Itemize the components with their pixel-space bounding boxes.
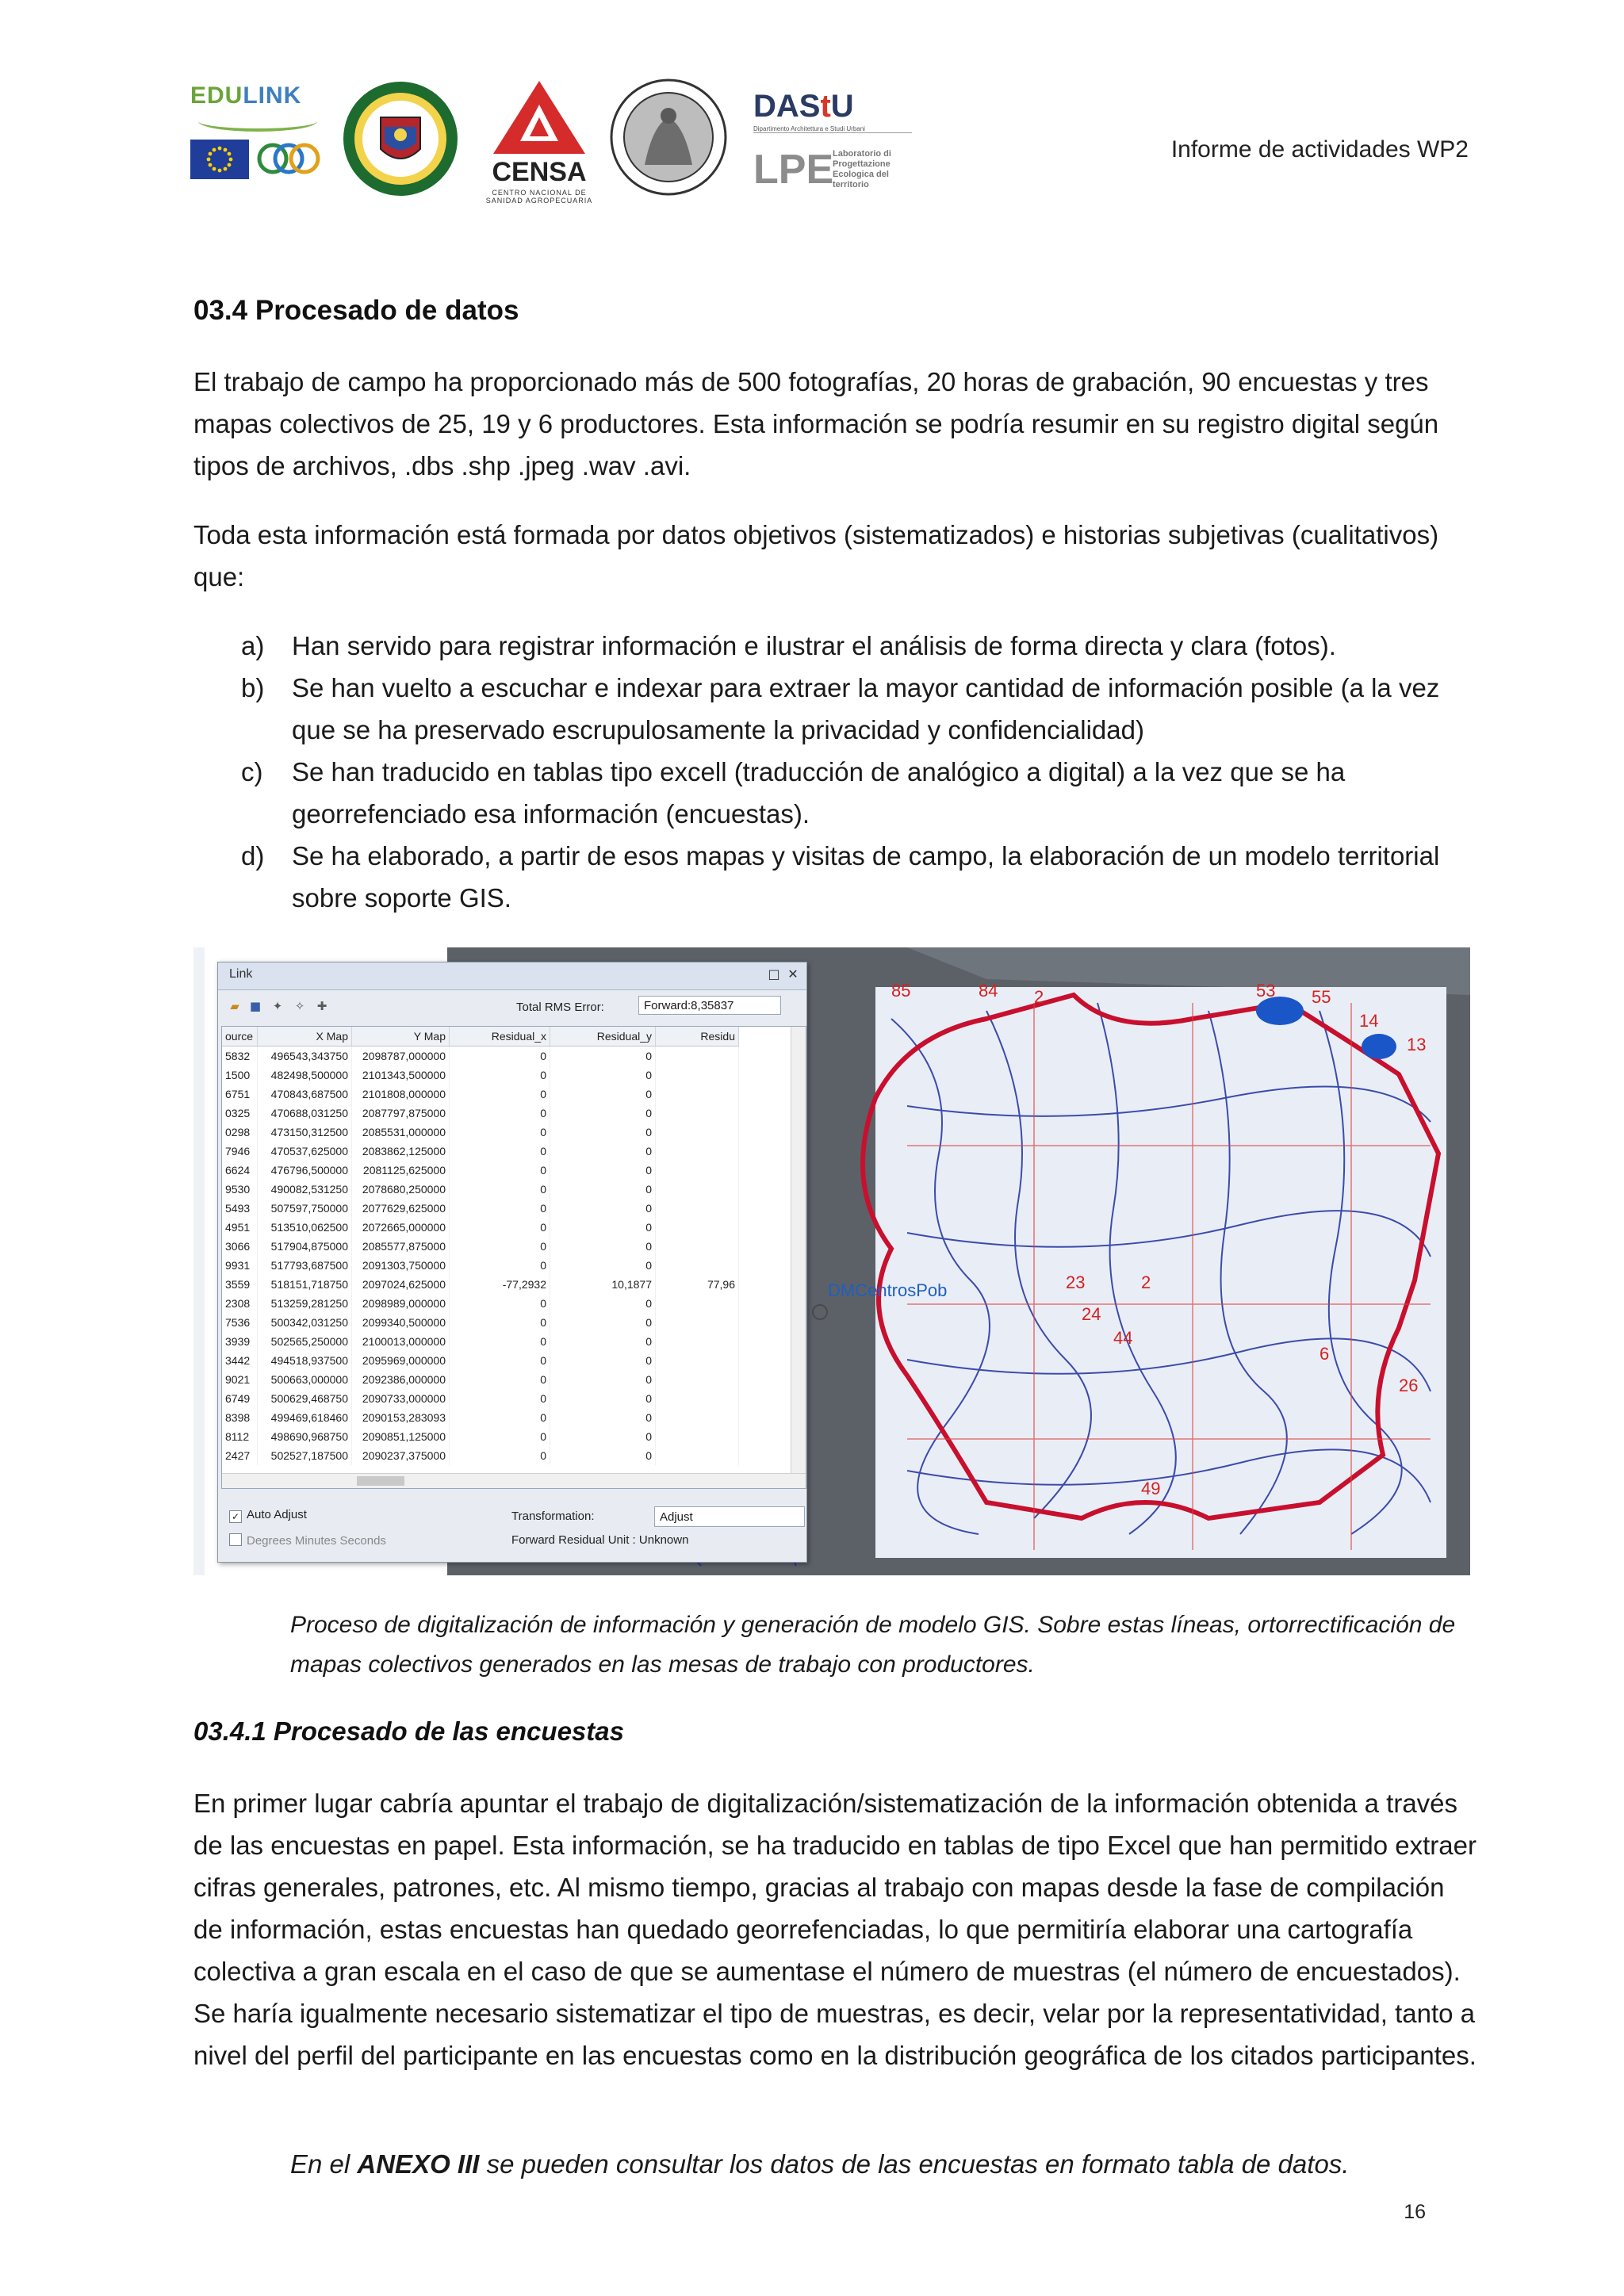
link-table bbox=[221, 1026, 806, 1489]
table-cell: 513259,281250 bbox=[258, 1294, 352, 1313]
table-cell: 2427 bbox=[222, 1446, 258, 1465]
edulink-swoosh bbox=[198, 111, 317, 132]
table-cell: 0 bbox=[450, 1066, 550, 1085]
table-cell: 0 bbox=[550, 1047, 656, 1066]
table-cell: 0 bbox=[450, 1142, 550, 1161]
map-layer-label: DMCentrosPob bbox=[828, 1280, 948, 1300]
table-cell: 3559 bbox=[222, 1275, 258, 1294]
table-cell: 0 bbox=[450, 1047, 550, 1066]
list-item bbox=[241, 835, 1478, 919]
paragraph-fieldwork: El trabajo de campo ha proporcionado más de 500 fotografías, 20 horas de grabación, 90 encuestas y tres mapas colectivos de 25, 19 y 6 productores. Esta información se podría resumir en su registro digital según tipos de archivos, .dbs .shp .jpeg .wav .avi. bbox=[193, 367, 1439, 480]
table-cell: 496543,343750 bbox=[258, 1047, 352, 1066]
table-cell: 2085577,875000 bbox=[352, 1237, 450, 1256]
auto-adjust-checkbox[interactable] bbox=[229, 1508, 307, 1523]
table-cell: 2077629,625000 bbox=[352, 1199, 450, 1218]
table-cell: 473150,312500 bbox=[258, 1123, 352, 1142]
dastu-wordmark: DAStU bbox=[753, 89, 854, 124]
politecnico-milano-logo bbox=[609, 78, 728, 197]
auto-adjust-label: Auto Adjust bbox=[247, 1508, 307, 1521]
table-cell: 0 bbox=[450, 1123, 550, 1142]
table-cell: 0 bbox=[550, 1161, 656, 1180]
table-row[interactable] bbox=[222, 1370, 739, 1389]
table-cell: 2101343,500000 bbox=[352, 1066, 450, 1085]
table-row[interactable] bbox=[222, 1389, 739, 1408]
table-cell: 0 bbox=[450, 1218, 550, 1237]
table-cell: 482498,500000 bbox=[258, 1066, 352, 1085]
table-cell: 0 bbox=[450, 1199, 550, 1218]
table-row[interactable] bbox=[222, 1047, 739, 1066]
edulink-wordmark: EDULINK bbox=[190, 82, 302, 109]
list-item bbox=[241, 625, 1478, 667]
annex-note bbox=[290, 2149, 1349, 2179]
eu-flag-icon bbox=[190, 140, 249, 179]
table-cell: 498690,968750 bbox=[258, 1427, 352, 1446]
table-row[interactable] bbox=[222, 1085, 739, 1104]
table-cell: 507597,750000 bbox=[258, 1199, 352, 1218]
map-number-label: 13 bbox=[1407, 1035, 1427, 1054]
table-cell: 494518,937500 bbox=[258, 1351, 352, 1370]
table-cell: 500629,468750 bbox=[258, 1389, 352, 1408]
table-cell bbox=[656, 1066, 739, 1085]
figure-caption: Proceso de digitalización de información y generación de modelo GIS. Sobre estas líneas, ortorrectificación de mapas colectivos generados en las mesas de trabajo con productores. bbox=[290, 1612, 1456, 1678]
table-cell: 518151,718750 bbox=[258, 1275, 352, 1294]
partner-logos bbox=[190, 73, 920, 208]
table-header-row bbox=[222, 1027, 739, 1047]
map-number-label: 14 bbox=[1359, 1011, 1379, 1031]
page-number: 16 bbox=[1404, 2201, 1426, 2223]
table-cell: 0 bbox=[550, 1123, 656, 1142]
list-marker: a) bbox=[241, 631, 265, 660]
censa-wordmark: CENSA bbox=[492, 157, 587, 187]
open-folder-icon[interactable]: ▰ bbox=[230, 999, 239, 1013]
add-link-icon[interactable]: ✦ bbox=[272, 999, 283, 1013]
table-cell: 0 bbox=[450, 1237, 550, 1256]
horizontal-scrollbar[interactable] bbox=[222, 1473, 806, 1488]
table-cell: 0 bbox=[550, 1370, 656, 1389]
table-cell: 0 bbox=[550, 1199, 656, 1218]
table-row[interactable] bbox=[222, 1142, 739, 1161]
table-row[interactable] bbox=[222, 1294, 739, 1313]
table-cell: 0 bbox=[550, 1218, 656, 1237]
table-cell: 2095969,000000 bbox=[352, 1351, 450, 1370]
map-number-label: 84 bbox=[979, 981, 998, 1001]
table-cell: 2098989,000000 bbox=[352, 1294, 450, 1313]
list-item bbox=[241, 667, 1478, 751]
table-cell: 9931 bbox=[222, 1256, 258, 1275]
dastu-lpe-logo bbox=[753, 89, 920, 208]
table-cell bbox=[656, 1142, 739, 1161]
dms-label: Degrees Minutes Seconds bbox=[247, 1534, 386, 1548]
table-cell: 0298 bbox=[222, 1123, 258, 1142]
list-item-text: Se ha elaborado, a partir de esos mapas y visitas de campo, la elaboración de un modelo territorial sobre soporte GIS. bbox=[292, 841, 1440, 913]
table-cell: 2099340,500000 bbox=[352, 1313, 450, 1332]
checkbox-icon[interactable] bbox=[229, 1533, 242, 1546]
table-cell: 0 bbox=[550, 1408, 656, 1427]
list-marker: c) bbox=[241, 757, 263, 786]
table-cell: 0 bbox=[550, 1085, 656, 1104]
table-cell: 0 bbox=[550, 1313, 656, 1332]
uses-list bbox=[241, 625, 1478, 919]
list-marker: d) bbox=[241, 841, 265, 871]
table-cell: 2101808,000000 bbox=[352, 1085, 450, 1104]
table-cell: 502527,187500 bbox=[258, 1446, 352, 1465]
residual-unit-label: Forward Residual Unit : Unknown bbox=[511, 1533, 689, 1547]
universidad-seal-logo bbox=[341, 79, 460, 198]
table-cell: 0 bbox=[550, 1351, 656, 1370]
table-cell: 0 bbox=[550, 1180, 656, 1199]
table-cell: 0 bbox=[450, 1256, 550, 1275]
table-row[interactable] bbox=[222, 1218, 739, 1237]
table-cell: 9021 bbox=[222, 1370, 258, 1389]
table-cell: 7536 bbox=[222, 1313, 258, 1332]
maximize-icon[interactable]: □ bbox=[768, 966, 780, 982]
paragraph-surveys: En primer lugar cabría apuntar el trabajo de digitalización/sistematización de la información obtenida a través de las encuestas en papel. Esta información, se ha traducido en tablas de tipo Excel que han permitido extraer cifras generales, patrones, etc. Al mismo tiempo, gracias al trabajo con mapas desde la fase de compilación de información, estas encuestas han quedado georrefenciadas, lo que permitiría elaborar una cartografía colectiva a gran escala en el caso de que se aumentase el número de muestras (el número de encuestados). Se haría igualmente necesario sistematizar el tipo de muestras, es decir, velar por la representatividad, tanto a nivel del perfil del participante en las encuestas como en la distribución geográfica de los citados participantes. bbox=[193, 1789, 1477, 2070]
table-cell: 2090237,375000 bbox=[352, 1446, 450, 1465]
table-cell: 0 bbox=[450, 1370, 550, 1389]
table-cell: 517904,875000 bbox=[258, 1237, 352, 1256]
table-cell: 77,96 bbox=[656, 1275, 739, 1294]
table-cell: 2083862,125000 bbox=[352, 1142, 450, 1161]
table-cell: 0 bbox=[450, 1389, 550, 1408]
table-cell: -77,2932 bbox=[450, 1275, 550, 1294]
rms-error-value: Forward:8,35837 bbox=[638, 996, 781, 1015]
table-cell bbox=[656, 1313, 739, 1332]
scrollbar-thumb[interactable] bbox=[357, 1476, 404, 1486]
table-cell: 0325 bbox=[222, 1104, 258, 1123]
table-cell: 490082,531250 bbox=[258, 1180, 352, 1199]
table-cell: 2090851,125000 bbox=[352, 1427, 450, 1446]
table-cell: 3939 bbox=[222, 1332, 258, 1351]
table-cell: 2100013,000000 bbox=[352, 1332, 450, 1351]
map-number-label: 55 bbox=[1312, 987, 1331, 1007]
table-cell: 2092386,000000 bbox=[352, 1370, 450, 1389]
table-row[interactable] bbox=[222, 1427, 739, 1446]
table-cell: 470537,625000 bbox=[258, 1142, 352, 1161]
transformation-label: Transformation: bbox=[511, 1510, 595, 1523]
map-number-label: 2 bbox=[1141, 1272, 1151, 1292]
table-cell: 0 bbox=[550, 1237, 656, 1256]
column-header[interactable]: Residual_y bbox=[550, 1027, 656, 1047]
report-title: Informe de actividades WP2 bbox=[1170, 136, 1469, 163]
table-cell: 502565,250000 bbox=[258, 1332, 352, 1351]
table-cell bbox=[656, 1446, 739, 1465]
table-cell: 2081125,625000 bbox=[352, 1161, 450, 1180]
table-cell bbox=[656, 1256, 739, 1275]
table-cell: 0 bbox=[450, 1104, 550, 1123]
paragraph-information: Toda esta información está formada por datos objetivos (sistematizados) e historias subjetivas (cualitativos) que: bbox=[193, 520, 1439, 591]
table-cell: 4951 bbox=[222, 1218, 258, 1237]
table-cell: 2078680,250000 bbox=[352, 1180, 450, 1199]
map-number-label: 44 bbox=[1113, 1328, 1133, 1348]
table-cell: 0 bbox=[550, 1427, 656, 1446]
table-cell: 499469,618460 bbox=[258, 1408, 352, 1427]
edulink-logo bbox=[190, 82, 325, 201]
list-marker: b) bbox=[241, 673, 265, 702]
table-cell bbox=[656, 1218, 739, 1237]
table-cell: 9530 bbox=[222, 1180, 258, 1199]
table-cell: 0 bbox=[550, 1066, 656, 1085]
table-cell: 0 bbox=[550, 1104, 656, 1123]
table-row[interactable] bbox=[222, 1161, 739, 1180]
table-cell: 8398 bbox=[222, 1408, 258, 1427]
table-cell: 2098787,000000 bbox=[352, 1047, 450, 1066]
table-row[interactable] bbox=[222, 1275, 739, 1294]
gis-figure bbox=[193, 947, 1470, 1575]
table-cell: 0 bbox=[550, 1294, 656, 1313]
table-row[interactable] bbox=[222, 1199, 739, 1218]
close-icon[interactable]: ✕ bbox=[787, 966, 799, 982]
table-cell: 3442 bbox=[222, 1351, 258, 1370]
annex-reference: ANEXO III bbox=[357, 2149, 480, 2179]
transformation-select[interactable]: Adjust bbox=[654, 1506, 805, 1527]
dialog-toolbar bbox=[223, 994, 802, 1018]
list-item bbox=[241, 751, 1478, 835]
table-cell: 0 bbox=[550, 1256, 656, 1275]
map-number-label: 53 bbox=[1256, 981, 1276, 1001]
table-cell: 0 bbox=[450, 1180, 550, 1199]
dialog-titlebar[interactable] bbox=[218, 962, 806, 990]
dms-checkbox[interactable] bbox=[229, 1533, 386, 1548]
table-row[interactable] bbox=[222, 1123, 739, 1142]
table-row[interactable] bbox=[222, 1313, 739, 1332]
table-cell bbox=[656, 1370, 739, 1389]
table-cell bbox=[656, 1389, 739, 1408]
select-link-icon[interactable]: ✚ bbox=[316, 999, 327, 1013]
table-cell: 470843,687500 bbox=[258, 1085, 352, 1104]
table-row[interactable] bbox=[222, 1180, 739, 1199]
table-row[interactable] bbox=[222, 1256, 739, 1275]
table-cell: 0 bbox=[450, 1313, 550, 1332]
dialog-title: Link bbox=[229, 967, 253, 981]
table-cell bbox=[656, 1161, 739, 1180]
table-cell bbox=[656, 1351, 739, 1370]
map-number-label: 85 bbox=[891, 981, 911, 1001]
list-item-text: Se han traducido en tablas tipo excell (traducción de analógico a digital) a la vez que se ha georrefenciado esa información (encuestas). bbox=[292, 757, 1346, 828]
table-cell: 0 bbox=[550, 1389, 656, 1408]
table-cell: 470688,031250 bbox=[258, 1104, 352, 1123]
table-cell bbox=[656, 1047, 739, 1066]
dastu-subtitle: Dipartimento Architettura e Studi Urbani bbox=[753, 125, 912, 133]
map-number-label: 23 bbox=[1066, 1272, 1086, 1292]
table-row[interactable] bbox=[222, 1237, 739, 1256]
table-row[interactable] bbox=[222, 1408, 739, 1427]
table-cell: 0 bbox=[450, 1427, 550, 1446]
table-row[interactable] bbox=[222, 1066, 739, 1085]
map-number-label: 26 bbox=[1399, 1376, 1419, 1395]
table-cell bbox=[656, 1408, 739, 1427]
table-cell: 2308 bbox=[222, 1294, 258, 1313]
table-cell: 1500 bbox=[222, 1066, 258, 1085]
censa-subtitle: CENTRO NACIONAL DE SANIDAD AGROPECUARIA bbox=[485, 189, 593, 205]
save-icon[interactable]: ■ bbox=[249, 999, 262, 1013]
table-cell: 5493 bbox=[222, 1199, 258, 1218]
table-cell bbox=[656, 1294, 739, 1313]
delete-link-icon[interactable]: ✧ bbox=[294, 999, 305, 1013]
table-cell: 2090153,283093 bbox=[352, 1408, 450, 1427]
table-cell bbox=[656, 1180, 739, 1199]
table-cell: 0 bbox=[450, 1294, 550, 1313]
table-cell: 2085531,000000 bbox=[352, 1123, 450, 1142]
vertical-scrollbar[interactable] bbox=[791, 1027, 806, 1488]
map-number-label: 6 bbox=[1320, 1344, 1330, 1364]
table-cell: 500663,000000 bbox=[258, 1370, 352, 1389]
table-cell: 0 bbox=[550, 1332, 656, 1351]
table-cell: 6624 bbox=[222, 1161, 258, 1180]
list-item-text: Se han vuelto a escuchar e indexar para extraer la mayor cantidad de información posible (a la vez que se ha preservado escrupulosamente la privacidad y confidencialidad) bbox=[292, 673, 1440, 744]
table-cell: 0 bbox=[550, 1142, 656, 1161]
table-cell: 3066 bbox=[222, 1237, 258, 1256]
table-row[interactable] bbox=[222, 1332, 739, 1351]
table-cell bbox=[656, 1332, 739, 1351]
annex-text-after: se pueden consultar los datos de las encuestas en formato tabla de datos. bbox=[479, 2149, 1350, 2179]
table-cell bbox=[656, 1237, 739, 1256]
table-cell: 0 bbox=[450, 1446, 550, 1465]
table-cell: 2072665,000000 bbox=[352, 1218, 450, 1237]
table-row[interactable] bbox=[222, 1104, 739, 1123]
table-row[interactable] bbox=[222, 1351, 739, 1370]
table-cell: 7946 bbox=[222, 1142, 258, 1161]
table-cell: 476796,500000 bbox=[258, 1161, 352, 1180]
table-cell: 0 bbox=[450, 1085, 550, 1104]
table-cell: 5832 bbox=[222, 1047, 258, 1066]
table-cell: 500342,031250 bbox=[258, 1313, 352, 1332]
column-header[interactable]: X Map bbox=[258, 1027, 352, 1047]
table-cell bbox=[656, 1199, 739, 1218]
table-cell: 2087797,875000 bbox=[352, 1104, 450, 1123]
table-cell: 8112 bbox=[222, 1427, 258, 1446]
list-item-text: Han servido para registrar información e ilustrar el análisis de forma directa y clara (fotos). bbox=[292, 631, 1336, 660]
table-cell: 0 bbox=[550, 1446, 656, 1465]
lpe-subtitle: Laboratorio di Progettazione Ecologica del territorio bbox=[833, 149, 891, 189]
table-row[interactable] bbox=[222, 1446, 739, 1465]
table-cell: 2090733,000000 bbox=[352, 1389, 450, 1408]
column-header[interactable]: ource bbox=[222, 1027, 258, 1047]
table-cell bbox=[656, 1427, 739, 1446]
table-cell bbox=[656, 1104, 739, 1123]
column-header[interactable]: Residual_x bbox=[450, 1027, 550, 1047]
table-cell: 0 bbox=[450, 1161, 550, 1180]
table-cell: 6749 bbox=[222, 1389, 258, 1408]
checkbox-checked-icon[interactable]: ✓ bbox=[229, 1510, 242, 1523]
table-cell: 0 bbox=[450, 1351, 550, 1370]
table-cell: 513510,062500 bbox=[258, 1218, 352, 1237]
table-cell: 10,1877 bbox=[550, 1275, 656, 1294]
table-cell: 517793,687500 bbox=[258, 1256, 352, 1275]
annex-text-before: En el bbox=[290, 2149, 358, 2179]
table-cell: 6751 bbox=[222, 1085, 258, 1104]
link-dialog bbox=[217, 962, 807, 1563]
link-table-grid bbox=[222, 1027, 739, 1465]
table-cell: 0 bbox=[450, 1332, 550, 1351]
censa-logo bbox=[484, 78, 595, 205]
column-header[interactable]: Y Map bbox=[352, 1027, 450, 1047]
acp-logo bbox=[257, 136, 320, 181]
table-cell: 2097024,625000 bbox=[352, 1275, 450, 1294]
table-cell: 2091303,750000 bbox=[352, 1256, 450, 1275]
table-cell bbox=[656, 1123, 739, 1142]
table-cell bbox=[656, 1085, 739, 1104]
column-header[interactable]: Residu bbox=[656, 1027, 739, 1047]
map-number-label: 49 bbox=[1141, 1479, 1161, 1498]
lpe-wordmark: LPE bbox=[753, 147, 834, 193]
map-number-label: 2 bbox=[1034, 987, 1044, 1007]
section-heading: 03.4 Procesado de datos bbox=[193, 295, 519, 326]
map-number-label: 24 bbox=[1082, 1304, 1101, 1324]
table-cell: 0 bbox=[450, 1408, 550, 1427]
subsection-heading: 03.4.1 Procesado de las encuestas bbox=[193, 1716, 624, 1746]
censa-triangle-icon bbox=[484, 78, 595, 157]
rms-error-label: Total RMS Error: bbox=[516, 1001, 604, 1014]
